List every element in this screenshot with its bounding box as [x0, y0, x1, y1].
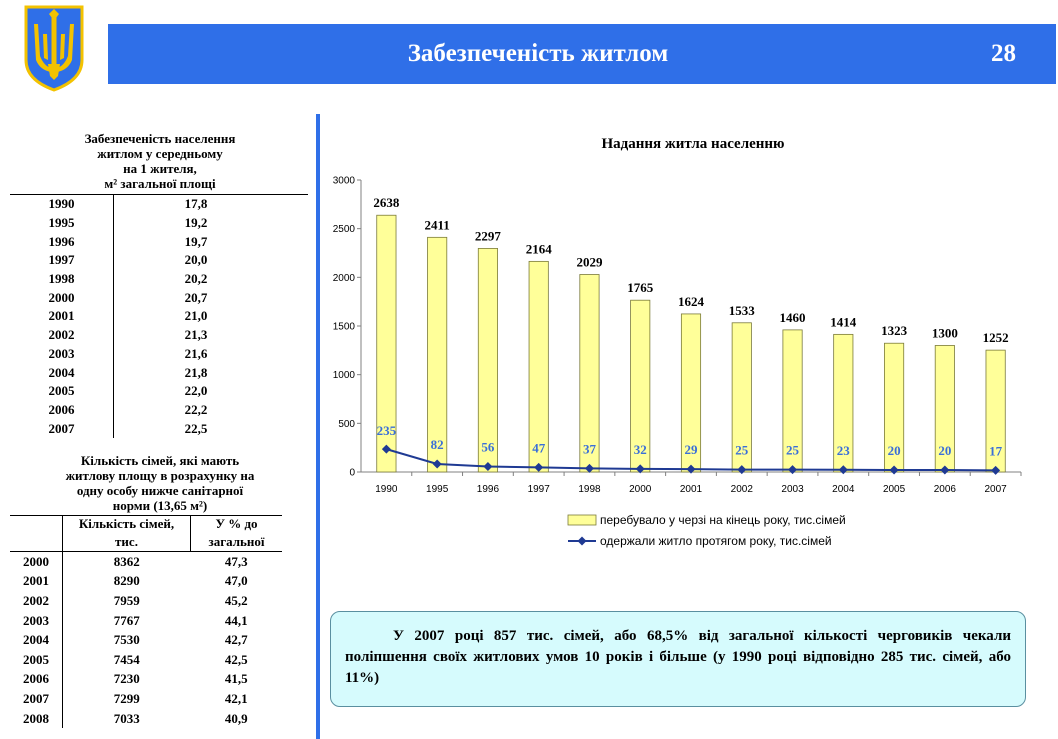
year-cell: 2007 [10, 419, 114, 438]
line-data-label: 25 [735, 442, 749, 458]
value-cell: 22,2 [184, 401, 208, 417]
pct-cell: 42,7 [224, 632, 248, 648]
line-data-label: 29 [684, 442, 698, 458]
x-tick-label: 2003 [781, 484, 804, 495]
table2-header-pct: У % до [191, 516, 283, 535]
bar-data-label: 1624 [678, 293, 704, 309]
value-cell: 22,0 [184, 383, 208, 399]
count-cell: 7959 [113, 592, 140, 608]
year-cell: 2008 [10, 709, 63, 729]
line-data-label: 82 [430, 437, 444, 453]
value-cell: 20,0 [184, 252, 208, 268]
table-row [10, 401, 308, 420]
count-cell: 7033 [113, 710, 140, 726]
table2-header-count-unit: тис. [63, 534, 191, 552]
year-cell: 1998 [10, 270, 114, 289]
table-row [10, 363, 308, 382]
x-tick-label: 1998 [578, 484, 601, 495]
table-row [10, 591, 282, 611]
line-data-label: 37 [582, 441, 596, 457]
note-text: У 2007 році 857 тис. сімей, або 68,5% від загальної кількості черговиків чекали поліпшення своїх житлових умов 10 років і більше (у 1990 році відповідно 285 тис. сімей, або 11%) [345, 628, 1011, 686]
line-data-label: 20 [887, 443, 901, 459]
table1-title-line: на 1 жителя, [123, 161, 197, 176]
value-cell: 20,2 [184, 271, 208, 287]
table1-title-line: м² загальної площі [104, 176, 216, 191]
table1-title [10, 131, 310, 191]
value-cell: 21,6 [184, 345, 208, 361]
line-data-label: 56 [481, 439, 495, 455]
table2-title [10, 453, 310, 513]
line-data-label: 25 [786, 442, 800, 458]
table-row [10, 345, 308, 364]
pct-cell: 44,1 [224, 612, 248, 628]
pct-cell: 42,5 [224, 651, 248, 667]
y-tick-label: 3000 [332, 175, 355, 187]
bar-data-label: 2164 [525, 241, 552, 257]
year-cell: 2001 [10, 307, 114, 326]
chart-title: Надання житла населенню [601, 136, 785, 152]
x-tick-label: 1996 [476, 484, 500, 495]
bar [478, 248, 497, 472]
pct-cell: 45,2 [224, 592, 248, 608]
table-row [10, 288, 308, 307]
value-cell: 17,8 [114, 195, 309, 214]
housing-chart [325, 125, 1045, 555]
table2-header-empty [10, 534, 63, 552]
table-row [10, 382, 308, 401]
value-cell: 21,8 [184, 364, 208, 380]
x-tick-label: 2002 [730, 484, 753, 495]
table-row [10, 670, 282, 690]
legend-label-bar: перебувало у черзі на кінець року, тис.сімей [600, 513, 846, 527]
bar-data-label: 2411 [424, 217, 450, 233]
year-cell: 2005 [10, 382, 114, 401]
year-cell: 2001 [10, 572, 63, 592]
x-tick-label: 2006 [933, 484, 956, 495]
value-cell: 19,2 [184, 215, 208, 231]
page-title: Забезпеченість житлом [407, 40, 669, 67]
year-cell: 1997 [10, 251, 114, 270]
table-row [10, 195, 308, 214]
bar-data-label: 2297 [474, 228, 501, 244]
table2-header-pct-unit: загальної [191, 534, 283, 552]
year-cell: 2000 [10, 288, 114, 307]
table-row [10, 419, 308, 438]
x-tick-label: 2007 [984, 484, 1007, 495]
table-row [10, 611, 282, 631]
bar-data-label: 1252 [982, 330, 1009, 346]
year-cell: 2003 [10, 611, 63, 631]
pct-cell: 40,9 [224, 710, 248, 726]
table2-title-line: норми (13,65 м²) [112, 498, 208, 513]
x-tick-label: 2004 [832, 484, 855, 495]
line-data-label: 20 [938, 443, 952, 459]
line-data-label: 23 [836, 442, 850, 458]
header-banner [108, 24, 1056, 84]
table-row [10, 709, 282, 729]
info-note [330, 611, 1026, 707]
bar-data-label: 1323 [881, 323, 908, 339]
value-cell: 20,7 [184, 289, 208, 305]
x-tick-label: 1997 [527, 484, 550, 495]
line-data-label: 17 [989, 443, 1003, 459]
table1-title-line: Забезпеченість населення [84, 131, 236, 146]
y-tick-label: 2500 [332, 224, 355, 236]
year-cell: 2004 [10, 363, 114, 382]
table-row [10, 307, 308, 326]
table2-header-empty [10, 516, 63, 535]
table2-header-count: Кількість сімей, [63, 516, 191, 535]
year-cell: 1995 [10, 214, 114, 233]
table2-title-line: одну особу нижче санітарної [76, 483, 244, 498]
y-tick-label: 0 [349, 467, 355, 479]
x-tick-label: 2000 [629, 484, 652, 495]
bar-data-label: 2029 [576, 254, 603, 270]
table-row [10, 326, 308, 345]
count-cell: 7767 [113, 612, 140, 628]
table-row [10, 650, 282, 670]
y-tick-label: 1500 [332, 321, 355, 333]
line-data-label: 235 [376, 423, 397, 439]
year-cell: 2005 [10, 650, 63, 670]
table-row [10, 251, 308, 270]
y-tick-label: 1000 [332, 370, 355, 382]
year-cell: 2000 [10, 552, 63, 572]
bar-data-label: 2638 [373, 195, 400, 211]
table2-title-line: Кількість сімей, які мають [80, 453, 240, 468]
bar-data-label: 1765 [627, 280, 654, 296]
year-cell: 2002 [10, 591, 63, 611]
value-cell: 22,5 [184, 420, 208, 436]
year-cell: 1996 [10, 232, 114, 251]
year-cell: 2007 [10, 689, 63, 709]
pct-cell: 41,5 [224, 671, 248, 687]
count-cell: 7454 [113, 651, 140, 667]
year-cell: 2002 [10, 326, 114, 345]
table-row [10, 214, 308, 233]
x-tick-label: 2001 [679, 484, 703, 495]
value-cell: 21,0 [184, 308, 208, 324]
bar-data-label: 1414 [830, 314, 857, 330]
page-number: 28 [991, 40, 1016, 67]
coat-of-arms-icon [22, 4, 86, 92]
x-tick-label: 2005 [882, 484, 906, 495]
year-cell: 2006 [10, 401, 114, 420]
bar-data-label: 1460 [779, 309, 806, 325]
pct-cell: 47,0 [224, 573, 248, 589]
year-cell: 1990 [10, 195, 114, 214]
housing-per-capita-table [10, 194, 308, 438]
table-row [10, 232, 308, 251]
legend-swatch-marker [578, 537, 587, 546]
count-cell: 7530 [113, 632, 140, 648]
x-tick-label: 1990 [375, 484, 398, 495]
x-tick-label: 1995 [426, 484, 449, 495]
count-cell: 8362 [113, 553, 140, 569]
y-tick-label: 500 [338, 418, 355, 430]
bar-data-label: 1533 [728, 302, 755, 318]
value-cell: 19,7 [184, 233, 208, 249]
pct-cell: 42,1 [224, 690, 248, 706]
year-cell: 2004 [10, 630, 63, 650]
pct-cell: 47,3 [224, 553, 248, 569]
table-row [10, 270, 308, 289]
legend-swatch-bar [568, 515, 596, 525]
count-cell: 7230 [113, 671, 140, 687]
value-cell: 21,3 [184, 327, 208, 343]
table-row [10, 630, 282, 650]
table1-title-line: житлом у середньому [97, 146, 223, 161]
table-row [10, 572, 282, 592]
families-below-norm-table [10, 515, 282, 728]
year-cell: 2003 [10, 345, 114, 364]
count-cell: 8290 [113, 573, 140, 589]
line-data-label: 47 [532, 440, 546, 456]
y-tick-label: 2000 [332, 272, 355, 284]
table-row [10, 689, 282, 709]
bar-data-label: 1300 [931, 325, 958, 341]
year-cell: 2006 [10, 670, 63, 690]
table2-title-line: житлову площу в розрахунку на [65, 468, 255, 483]
legend-label-line: одержали житло протягом року, тис.сімей [600, 534, 832, 548]
line-data-label: 32 [633, 441, 647, 457]
count-cell: 7299 [113, 690, 140, 706]
table-row [10, 552, 282, 572]
divider-line [316, 114, 320, 739]
